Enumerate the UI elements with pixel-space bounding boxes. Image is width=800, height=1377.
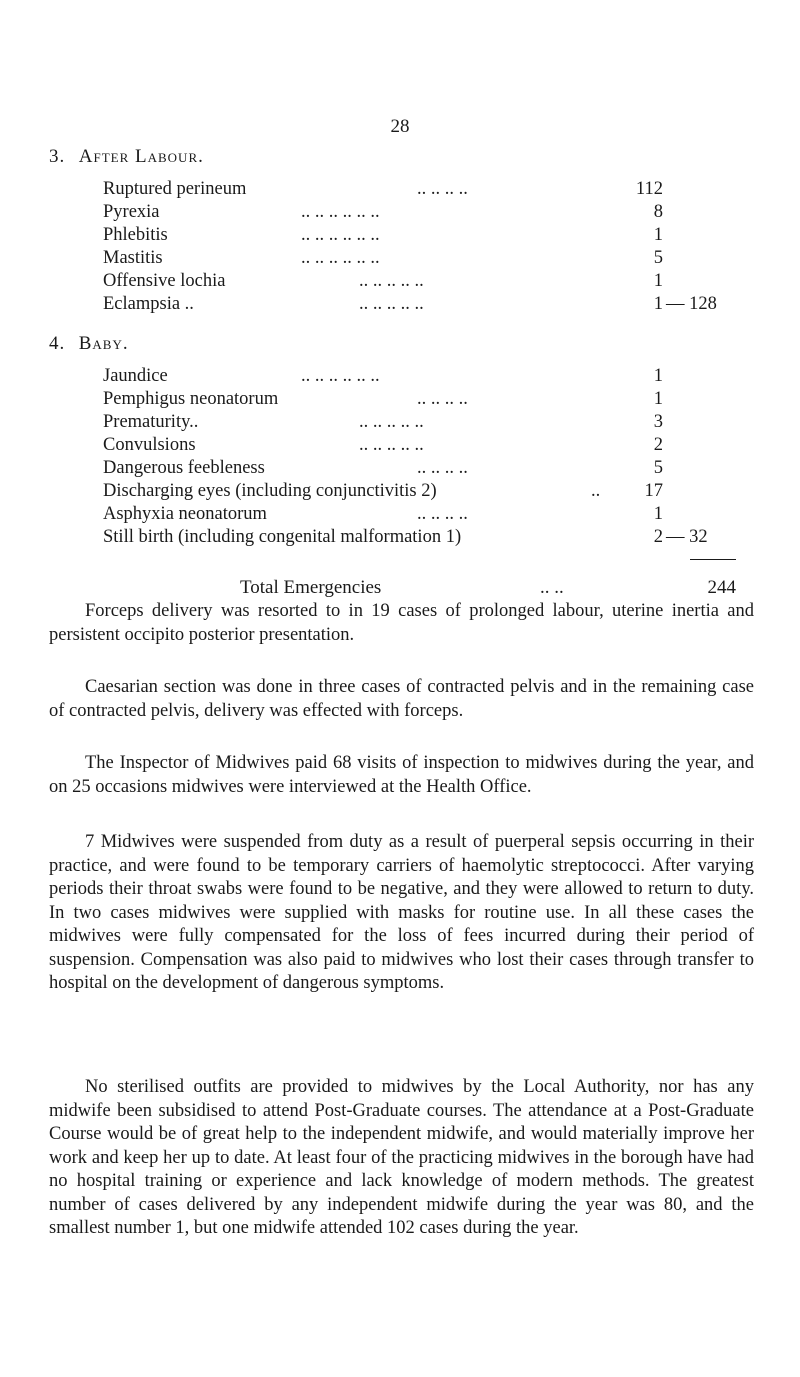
leader-dots: .. .. .. .. .. xyxy=(359,412,424,432)
list-item xyxy=(103,503,663,525)
item-label: Prematurity.. xyxy=(103,412,199,432)
item-label: Pemphigus neonatorum xyxy=(103,389,279,409)
section-number: 3. xyxy=(49,146,66,167)
section-title: After Labour. xyxy=(78,146,204,167)
paragraph-text: 7 Midwives were suspended from duty as a result of puerperal sepsis occurring in their practice, and were found to be temporary carriers of haemolytic streptococci. After varying periods their throat swabs were found to be negative, and they were allowed to return to duty. In two cases midwives were supplied with masks for routine use. In all these cases the midwives were fully compensated for the loss of fees incurred during their period of suspension. Compensation was also paid to midwives who lost their cases through transfer to hospital on the development of dangerous symptoms. xyxy=(49,832,754,993)
item-value: 3 xyxy=(653,412,663,432)
list-item xyxy=(103,247,663,269)
paragraph-text: The Inspector of Midwives paid 68 visits of inspection to midwives during the year, and on 25 occasions midwives were interviewed at the Health Office. xyxy=(49,753,754,797)
total-rule xyxy=(690,559,736,560)
leader-dots: .. .. .. .. xyxy=(417,458,468,478)
item-label: Asphyxia neonatorum xyxy=(103,504,267,524)
item-label: Dangerous feebleness xyxy=(103,458,265,478)
list-item xyxy=(103,270,663,292)
section-heading-after-labour xyxy=(49,146,204,168)
item-value: 17 xyxy=(644,481,663,501)
item-value: 1 xyxy=(653,225,663,245)
paragraph-inspector xyxy=(49,752,754,799)
item-label: Ruptured perineum xyxy=(103,179,247,199)
section-number: 4. xyxy=(49,333,66,354)
page-number: 28 xyxy=(390,116,410,137)
list-item xyxy=(103,526,663,548)
leader-dots: .. .. xyxy=(540,577,564,598)
section-subtotal: — 32 xyxy=(666,527,708,547)
leader-dots: .. .. .. .. xyxy=(417,179,468,199)
item-value: 1 xyxy=(653,389,663,409)
item-value: 1 xyxy=(653,366,663,386)
item-label: Pyrexia xyxy=(103,202,160,222)
list-item xyxy=(103,434,663,456)
item-value: 2 xyxy=(653,435,663,455)
list-item xyxy=(103,201,663,223)
leader-dots: .. .. .. .. .. .. xyxy=(301,225,380,245)
paragraph-suspension xyxy=(49,831,754,996)
item-label: Eclampsia .. xyxy=(103,294,194,314)
item-label: Phlebitis xyxy=(103,225,168,245)
leader-dots: .. .. .. .. xyxy=(417,504,468,524)
item-label: Jaundice xyxy=(103,366,168,386)
leader-dots: .. .. .. .. .. xyxy=(359,435,424,455)
leader-dots: .. .. .. .. xyxy=(417,389,468,409)
leader-dots: .. .. .. .. .. .. xyxy=(301,248,380,268)
list-item xyxy=(103,480,663,502)
section-subtotal: — 128 xyxy=(666,294,717,314)
leader-dots: .. .. .. .. .. .. xyxy=(301,366,380,386)
total-label: Total Emergencies xyxy=(240,577,382,598)
list-item xyxy=(103,293,663,315)
item-value: 5 xyxy=(653,458,663,478)
paragraph-text: Forceps delivery was resorted to in 19 cases of prolonged labour, uterine inertia and persistent occipito posterior presentation. xyxy=(49,601,754,645)
list-item xyxy=(103,224,663,246)
item-value: 1 xyxy=(653,504,663,524)
list-item xyxy=(103,411,663,433)
list-item xyxy=(103,178,663,200)
item-value: 112 xyxy=(635,179,663,199)
item-value: 8 xyxy=(653,202,663,222)
leader-dots: .. .. .. .. .. xyxy=(359,271,424,291)
paragraph-sterilised-outfits xyxy=(49,1076,754,1241)
item-label: Convulsions xyxy=(103,435,196,455)
item-value: 5 xyxy=(653,248,663,268)
leader-dots: .. .. .. .. .. xyxy=(359,294,424,314)
item-label: Still birth (including congenital malformation 1) xyxy=(103,527,462,547)
item-value: 1 xyxy=(653,294,663,314)
paragraph-text: Caesarian section was done in three cases of contracted pelvis and in the remaining case of contracted pelvis, delivery was effected with forceps. xyxy=(49,677,754,721)
item-label: Discharging eyes (including conjunctivitis 2) xyxy=(103,481,437,501)
section-title: Baby. xyxy=(78,333,129,354)
item-value: 2 xyxy=(653,527,663,547)
total-emergencies-row xyxy=(0,576,800,600)
leader-dots: .. xyxy=(591,481,601,501)
item-label: Mastitis xyxy=(103,248,163,268)
leader-dots: .. .. .. .. .. .. xyxy=(301,202,380,222)
list-item xyxy=(103,457,663,479)
total-value: 244 xyxy=(707,577,736,598)
section-heading-baby xyxy=(49,333,129,355)
list-item xyxy=(103,388,663,410)
paragraph-forceps xyxy=(49,600,754,647)
paragraph-text: No sterilised outfits are provided to midwives by the Local Authority, nor has any midwife been subsidised to attend Post-Graduate courses. The attendance at a Post-Graduate Course would be of great help to the independent midwife, and would materially improve her work and keep her up to date. At least four of the practicing midwives in the borough have had no hospital training or experience and lack knowledge of modern methods. The greatest number of cases delivered by any independent midwife during the year was 80, and the smallest number 1, but one midwife attended 102 cases during the year. xyxy=(49,1077,754,1238)
item-label: Offensive lochia xyxy=(103,271,226,291)
paragraph-caesarian xyxy=(49,676,754,723)
item-value: 1 xyxy=(653,271,663,291)
list-item xyxy=(103,365,663,387)
